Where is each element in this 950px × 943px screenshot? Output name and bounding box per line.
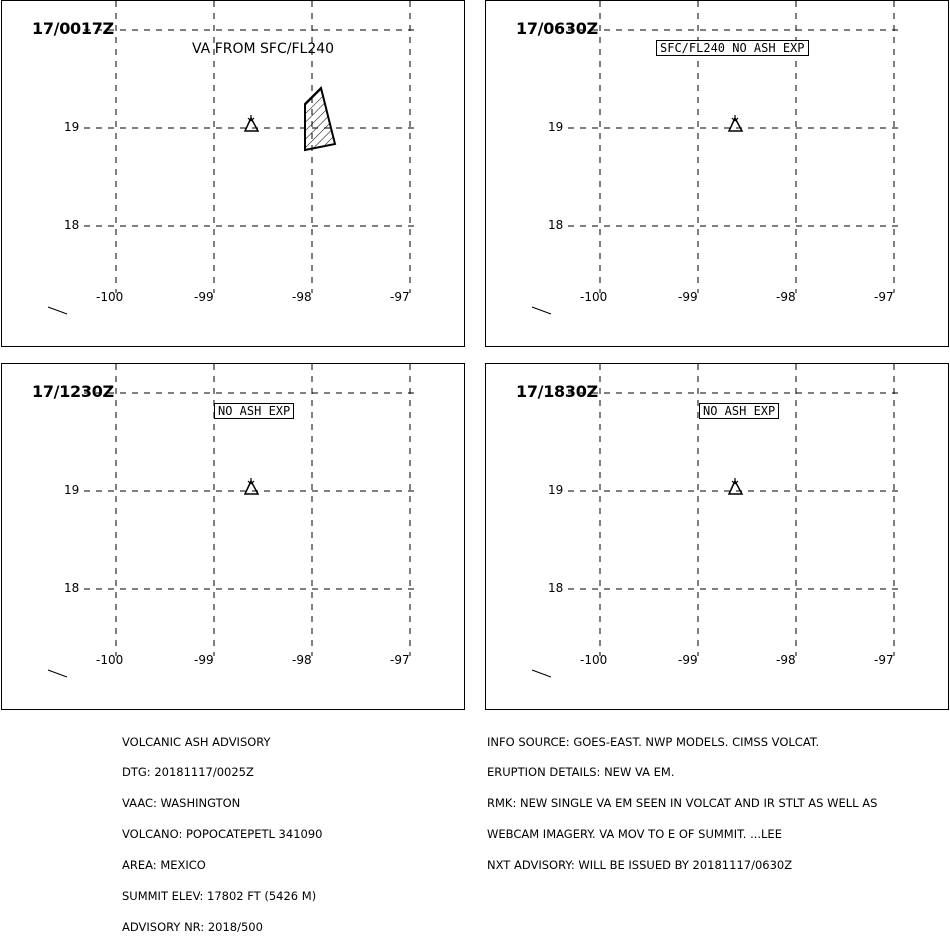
volcano-icon: [729, 478, 742, 494]
longitude-label: -99: [194, 653, 214, 667]
advisory-line: NXT ADVISORY: WILL BE ISSUED BY 20181117/0630Z: [487, 858, 793, 873]
latitude-label: 19: [64, 120, 80, 134]
longitude-label: -100: [580, 290, 608, 304]
longitude-label: -98: [776, 290, 796, 304]
advisory-line: VAAC: WASHINGTON: [122, 796, 241, 811]
longitude-label: -100: [580, 653, 608, 667]
latitude-label: 18: [64, 218, 80, 232]
map-panel-4: [485, 363, 949, 710]
advisory-line: VOLCANIC ASH ADVISORY: [122, 734, 271, 749]
ash-caption: SFC/FL240 NO ASH EXP: [656, 40, 809, 56]
latitude-label: 18: [64, 581, 80, 595]
longitude-label: -99: [194, 290, 214, 304]
advisory-line: INFO SOURCE: GOES-EAST. NWP MODELS. CIMSS VOLCAT.: [487, 734, 820, 749]
map-panel-1: [1, 0, 465, 347]
longitude-label: -97: [390, 653, 410, 667]
longitude-label: -100: [96, 290, 124, 304]
advisory-line: ERUPTION DETAILS: NEW VA EM.: [487, 765, 675, 780]
longitude-label: -99: [678, 290, 698, 304]
longitude-label: -98: [292, 653, 312, 667]
advisory-text-right: [487, 716, 877, 881]
panel-time: 17/1830Z: [516, 382, 598, 401]
longitude-label: -98: [292, 290, 312, 304]
panel-time: 17/1230Z: [32, 382, 114, 401]
latitude-label: 19: [548, 120, 564, 134]
advisory-line: DTG: 20181117/0025Z: [122, 765, 254, 780]
ash-caption: VA FROM SFC/FL240: [192, 41, 335, 57]
coastline-segment: [532, 307, 551, 314]
panel-time: 17/0017Z: [32, 19, 114, 38]
advisory-line: SUMMIT ELEV: 17802 FT (5426 M): [122, 889, 317, 904]
longitude-label: -99: [678, 653, 698, 667]
advisory-line: ADVISORY NR: 2018/500: [122, 919, 263, 934]
latitude-label: 19: [64, 483, 80, 497]
advisory-line: AREA: MEXICO: [122, 858, 206, 873]
advisory-text-left: [122, 716, 322, 943]
ash-caption: NO ASH EXP: [214, 403, 294, 419]
longitude-label: -98: [776, 653, 796, 667]
longitude-label: -97: [390, 290, 410, 304]
longitude-label: -97: [874, 653, 894, 667]
longitude-label: -97: [874, 290, 894, 304]
longitude-label: -100: [96, 653, 124, 667]
coastline-segment: [48, 670, 67, 677]
volcano-icon: [729, 115, 742, 131]
map-panel-2: [485, 0, 949, 347]
latitude-label: 18: [548, 218, 564, 232]
advisory-line: VOLCANO: POPOCATEPETL 341090: [122, 827, 323, 842]
latitude-label: 18: [548, 581, 564, 595]
advisory-line: RMK: NEW SINGLE VA EM SEEN IN VOLCAT AND IR STLT AS WELL AS: [487, 796, 878, 811]
panel-time: 17/0630Z: [516, 19, 598, 38]
map-panel-3: [1, 363, 465, 710]
ash-caption: NO ASH EXP: [699, 403, 779, 419]
coastline-segment: [532, 670, 551, 677]
advisory-line: WEBCAM IMAGERY. VA MOV TO E OF SUMMIT. ...LEE: [487, 827, 782, 842]
latitude-label: 19: [548, 483, 564, 497]
volcano-icon: [245, 478, 258, 494]
